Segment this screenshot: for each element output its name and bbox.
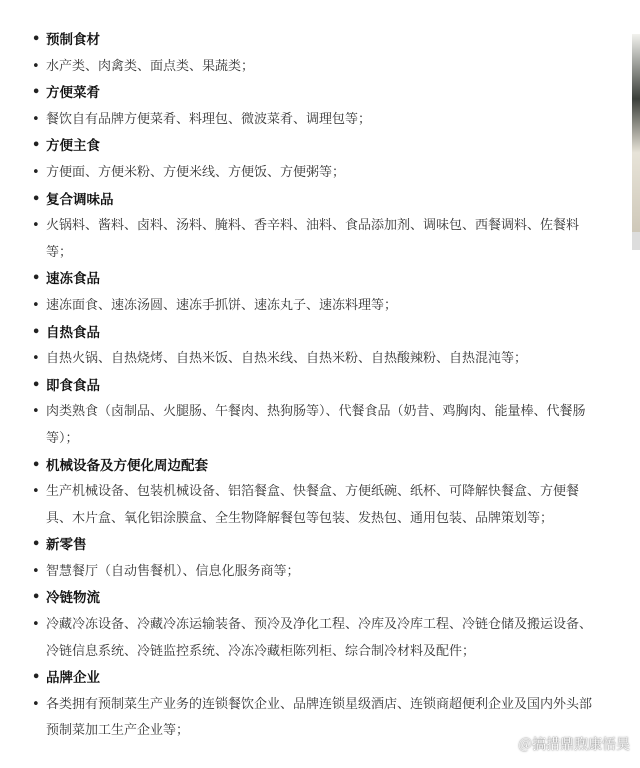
section-title: • 方便主食 xyxy=(0,133,640,160)
section-title: • 自热食品 xyxy=(0,320,640,347)
section-title: • 预制食材 xyxy=(0,27,640,54)
section-title: • 冷链物流 xyxy=(0,585,640,612)
section-title: • 机械设备及方便化周边配套 xyxy=(0,453,640,480)
section-description: • 火锅料、酱料、卤料、汤料、腌料、香辛料、油料、食品添加剂、调味包、西餐调料、佐餐料等； xyxy=(0,213,640,266)
side-photo xyxy=(632,34,640,250)
side-photo-border xyxy=(632,232,640,250)
section-title: • 方便菜肴 xyxy=(0,80,640,107)
section-title: • 新零售 xyxy=(0,532,640,559)
section-title: • 即食食品 xyxy=(0,373,640,400)
source-watermark: ＠搞措鼎煦康悟昊 xyxy=(518,737,630,753)
section-title: • 品牌企业 xyxy=(0,665,640,692)
section-description: • 水产类、肉禽类、面点类、果蔬类； xyxy=(0,54,640,81)
section-title: • 速冻食品 xyxy=(0,266,640,293)
section-description: • 餐饮自有品牌方便菜肴、料理包、微波菜肴、调理包等； xyxy=(0,107,640,134)
section-description: • 肉类熟食（卤制品、火腿肠、午餐肉、热狗肠等）、代餐食品（奶昔、鸡胸肉、能量棒、代餐肠等）； xyxy=(0,399,640,452)
section-description: • 方便面、方便米粉、方便米线、方便饭、方便粥等； xyxy=(0,160,640,187)
section-description: • 智慧餐厅（自动售餐机）、信息化服务商等； xyxy=(0,559,640,586)
category-list xyxy=(0,27,640,745)
section-description: • 冷藏冷冻设备、冷藏冷冻运输装备、预冷及净化工程、冷库及冷库工程、冷链仓储及搬运设备、冷链信息系统、冷链监控系统、冷冻冷藏柜陈列柜、综合制冷材料及配件； xyxy=(0,612,640,665)
section-description: • 生产机械设备、包装机械设备、铝箔餐盒、快餐盒、方便纸碗、纸杯、可降解快餐盒、方便餐具、木片盒、氧化铝涂膜盒、全生物降解餐包等包装、发热包、通用包装、品牌策划等； xyxy=(0,479,640,532)
section-title: • 复合调味品 xyxy=(0,187,640,214)
section-description: • 速冻面食、速冻汤圆、速冻手抓饼、速冻丸子、速冻料理等； xyxy=(0,293,640,320)
section-description: • 各类拥有预制菜生产业务的连锁餐饮企业、品牌连锁星级酒店、连锁商超便利企业及国内外头部预制菜加工生产企业等； xyxy=(0,692,640,745)
section-description: • 自热火锅、自热烧烤、自热米饭、自热米线、自热米粉、自热酸辣粉、自热混沌等； xyxy=(0,346,640,373)
